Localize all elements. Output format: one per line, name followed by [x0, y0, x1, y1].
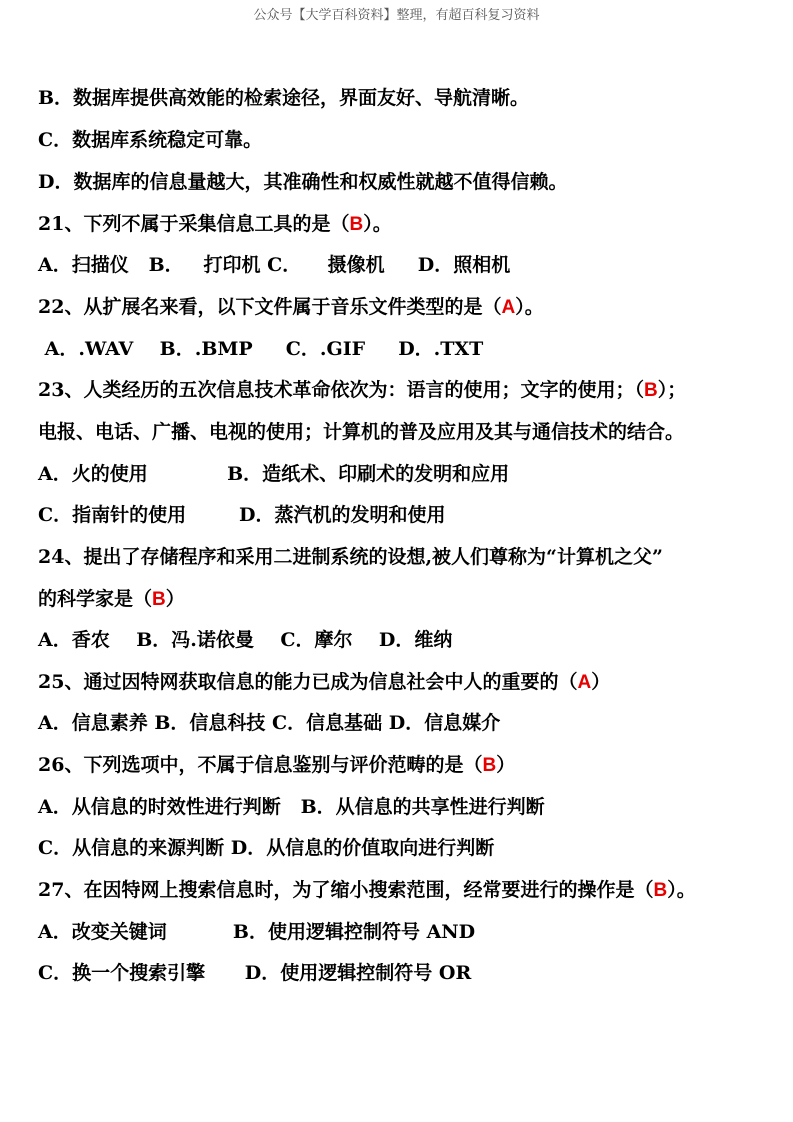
options-25 — [38, 711, 500, 735]
answer-letter: A — [577, 672, 592, 693]
question-text: 21、下列不属于采集信息工具的是（ — [38, 213, 350, 235]
options-27-cd — [38, 961, 471, 985]
question-text: 23、人类经历的五次信息技术革命依次为：语言的使用；文字的使用；（ — [38, 379, 644, 401]
question-25 — [38, 670, 610, 695]
question-text: 的科学家是（ — [38, 588, 153, 610]
answer-letter: A — [501, 297, 516, 318]
answer-letter: B — [482, 755, 497, 776]
line-text: C．从信息的来源判断 D．从信息的价值取向进行判断 — [38, 837, 495, 859]
options-26-ab — [38, 795, 545, 819]
question-23 — [38, 378, 686, 403]
answer-letter: B — [643, 380, 658, 401]
line-text: A．改变关键词 B．使用逻辑控制符号 AND — [38, 921, 476, 943]
question-text-end: ）。 — [515, 296, 544, 318]
answer-letter: B — [653, 880, 668, 901]
line-text: A．香农 B．冯.诺依曼 C．摩尔 D．维纳 — [38, 629, 453, 651]
question-text: 27、在因特网上搜索信息时，为了缩小搜索范围，经常要进行的操作是（ — [38, 879, 654, 901]
line-text: A．扫描仪 B． 打印机 C． 摄像机 D．照相机 — [38, 254, 511, 276]
question-text-end: ）。 — [667, 879, 696, 901]
line-text: 电报、电话、广播、电视的使用；计算机的普及应用及其与通信技术的结合。 — [38, 421, 685, 443]
options-22 — [38, 337, 483, 361]
line-text: A．火的使用 B．造纸术、印刷术的发明和应用 — [38, 463, 510, 485]
question-text-end: ）。 — [363, 213, 392, 235]
question-26 — [38, 753, 515, 778]
option-line — [38, 86, 529, 110]
option-line — [38, 170, 567, 194]
line-text: A．信息素养 B．信息科技 C．信息基础 D．信息媒介 — [38, 712, 501, 734]
line-text: C．换一个搜索引擎 D．使用逻辑控制符号 OR — [38, 962, 472, 984]
line-text: A．从信息的时效性进行判断 B．从信息的共享性进行判断 — [38, 796, 545, 818]
line-text: C．指南针的使用 D．蒸汽机的发明和使用 — [38, 504, 446, 526]
options-21 — [38, 253, 510, 277]
question-23-continued — [38, 420, 684, 444]
question-text: 26、下列选项中，不属于信息鉴别与评价范畴的是（ — [38, 754, 483, 776]
question-24 — [38, 545, 663, 569]
options-26-cd — [38, 836, 494, 860]
question-text: 25、通过因特网获取信息的能力已成为信息社会中人的重要的（ — [38, 671, 578, 693]
options-27-ab — [38, 920, 475, 944]
line-text: A．.WAV B．.BMP C．.GIF D．.TXT — [38, 338, 484, 360]
question-text-end: ）； — [657, 379, 687, 401]
line-text: B．数据库提供高效能的检索途径，界面友好、导航清晰。 — [38, 87, 530, 109]
question-text-end: ） — [591, 671, 611, 693]
line-text: 24、提出了存储程序和采用二进制系统的设想,被人们尊称为“计算机之父” — [38, 546, 663, 568]
question-24-continued — [38, 587, 185, 612]
options-23-cd — [38, 503, 446, 527]
question-27 — [38, 878, 696, 903]
page-header: 公众号【大学百科资料】整理，有超百科复习资料 — [253, 8, 540, 23]
answer-letter: B — [349, 214, 364, 235]
options-24 — [38, 628, 452, 652]
line-text: D．数据库的信息量越大，其准确性和权威性就越不值得信赖。 — [38, 171, 568, 193]
question-text-end: ） — [165, 588, 185, 610]
question-text: 22、从扩展名来看，以下文件属于音乐文件类型的是（ — [38, 296, 502, 318]
question-text-end: ） — [496, 754, 516, 776]
answer-letter: B — [152, 589, 166, 610]
question-21 — [38, 212, 392, 237]
option-line — [38, 128, 262, 152]
line-text: C．数据库系统稳定可靠。 — [38, 129, 263, 151]
options-23-ab — [38, 462, 509, 486]
question-22 — [38, 295, 544, 320]
